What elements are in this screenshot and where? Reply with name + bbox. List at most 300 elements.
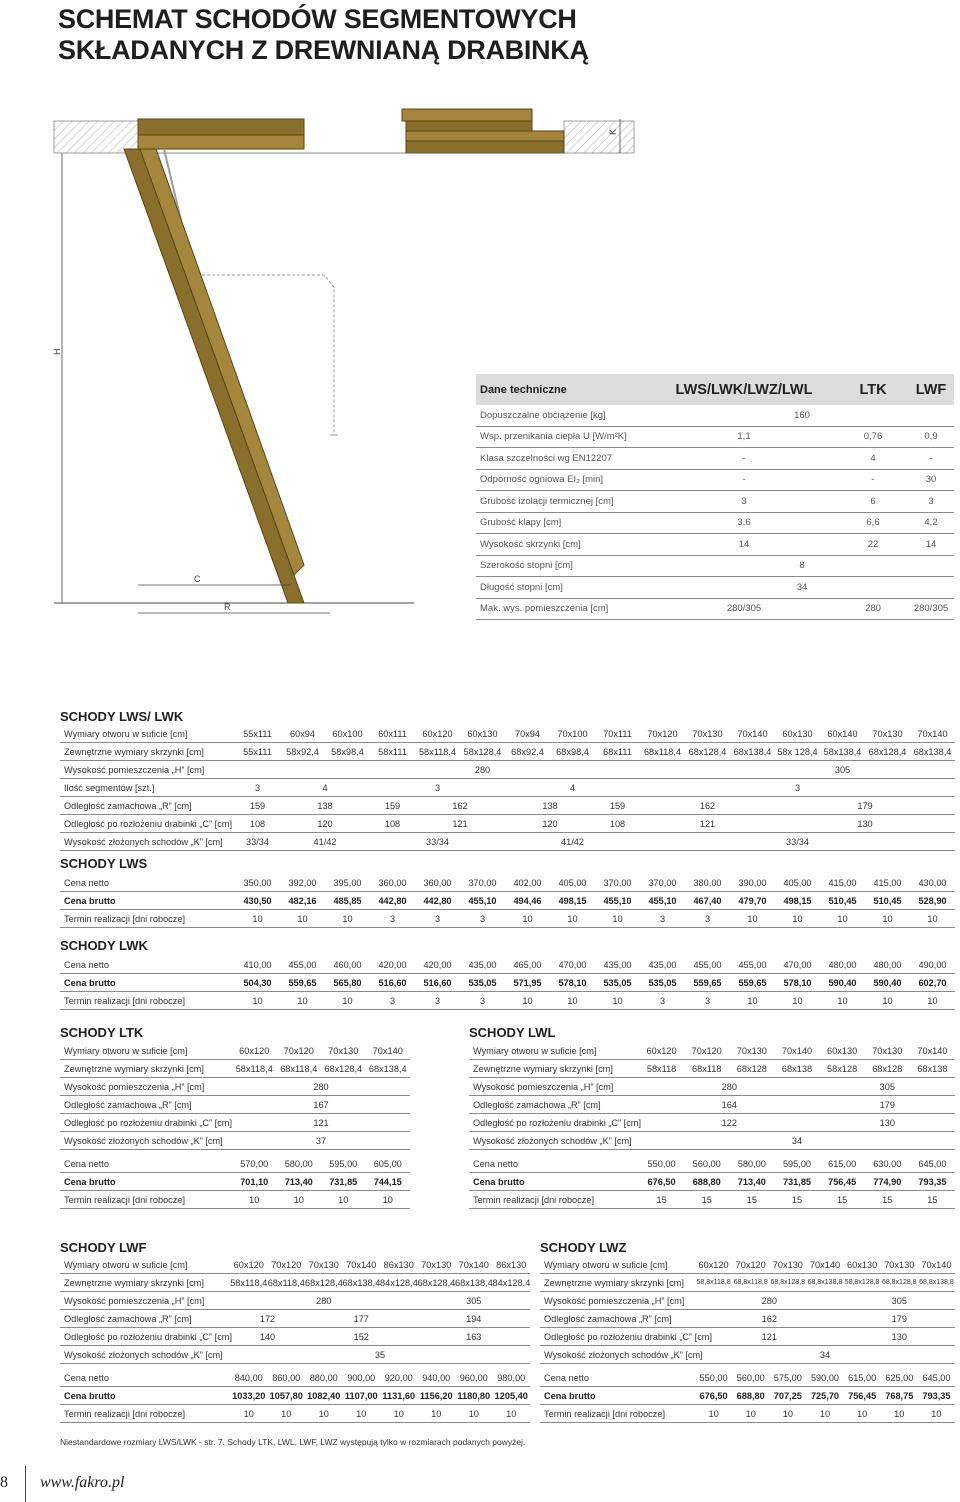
cell: 10	[820, 910, 865, 928]
row-label: Zewnętrzne wymiary skrzynki [cm]	[60, 743, 235, 761]
cell: 108	[370, 815, 415, 833]
table-row	[60, 1191, 410, 1209]
cell: 68x128,4	[418, 1274, 456, 1292]
cell: 1033,20	[230, 1387, 268, 1405]
row-label: Cena netto	[60, 1155, 232, 1173]
tech-row-value: 8	[799, 560, 805, 572]
cell: 138	[505, 797, 595, 815]
cell: 70x140	[910, 725, 955, 743]
table-row	[540, 1387, 955, 1405]
table-row	[60, 1328, 530, 1346]
cell: 162	[695, 1310, 844, 1328]
cell: 10	[305, 1405, 343, 1423]
row-label: Zewnętrzne wymiary skrzynki [cm]	[469, 1060, 639, 1078]
cell: 731,85	[774, 1173, 819, 1191]
tech-row-value-lwf: 280/305	[913, 603, 949, 615]
cell: 731,85	[321, 1173, 366, 1191]
cell: 10	[343, 1405, 381, 1423]
cell: 15	[684, 1191, 729, 1209]
table-row	[60, 1155, 410, 1173]
cell: 68,8x128,8	[881, 1274, 918, 1292]
folded-segments	[402, 109, 532, 121]
cell: 280	[232, 1078, 410, 1096]
label-c: C	[194, 574, 201, 584]
lws-lwk-title: SCHODY LWS/ LWK	[60, 709, 184, 724]
tech-row-value-ltk: 280	[865, 603, 881, 615]
table-row	[469, 1042, 955, 1060]
cell: 70x120	[684, 1042, 729, 1060]
row-label: Odległość po rozłożeniu drabinki „C” [cm]	[469, 1114, 639, 1132]
cell: 172	[230, 1310, 305, 1328]
cell: 516,60	[370, 974, 415, 992]
cell: 3	[685, 910, 730, 928]
cell: 68x138	[774, 1060, 819, 1078]
cell: 615,00	[844, 1369, 881, 1387]
tech-row	[476, 405, 954, 427]
tech-row-value-lws: 3,6	[737, 517, 751, 529]
cell: 15	[639, 1191, 684, 1209]
cell: 10	[505, 992, 550, 1010]
cell: 33/34	[235, 833, 280, 851]
cell: 179	[775, 797, 955, 815]
table-row	[60, 1292, 530, 1310]
tech-row	[476, 427, 954, 449]
cell: 60x94	[280, 725, 325, 743]
cell: 70x130	[305, 1256, 343, 1274]
cell: 68x138,4	[730, 743, 775, 761]
tech-row-value-lwf: 3	[928, 495, 934, 507]
cell: 86x130	[493, 1256, 531, 1274]
cell: 15	[820, 1191, 865, 1209]
cell: 415,00	[820, 874, 865, 892]
cell: 880,00	[305, 1369, 343, 1387]
cell: 410,00	[235, 956, 280, 974]
cell: 58x92,4	[280, 743, 325, 761]
cell: 370,00	[640, 874, 685, 892]
tech-row	[476, 534, 954, 556]
cell: 535,05	[460, 974, 505, 992]
cell: 159	[235, 797, 280, 815]
tech-header-label: Dane techniczne	[480, 383, 567, 396]
cell: 179	[820, 1096, 955, 1114]
table-row	[60, 1096, 410, 1114]
table-row	[60, 1042, 410, 1060]
tech-row-value-ltk: 22	[867, 538, 879, 550]
table-row	[60, 1060, 410, 1078]
cell: 10	[910, 910, 955, 928]
cell: 580,00	[277, 1155, 322, 1173]
cell: 68,8x118,8	[732, 1274, 769, 1292]
cell: 10	[775, 910, 820, 928]
cell: 10	[418, 1405, 456, 1423]
cell: 70x130	[321, 1042, 366, 1060]
cell: 60x120	[415, 725, 460, 743]
cell: 70x140	[918, 1256, 955, 1274]
cell: 68x118,4	[640, 743, 685, 761]
lws-table	[60, 874, 955, 928]
cell: 15	[865, 1191, 910, 1209]
cell: 455,10	[640, 892, 685, 910]
cell: 625,00	[881, 1369, 918, 1387]
cell: 70x94	[505, 725, 550, 743]
cell: 630,00	[865, 1155, 910, 1173]
cell: 3	[235, 779, 280, 797]
cell: 756,45	[844, 1387, 881, 1405]
row-label: Wysokość złożonych schodów „K” [cm]	[540, 1346, 695, 1364]
cell: 162	[640, 797, 775, 815]
cell: 68x138,4	[366, 1060, 411, 1078]
cell: 152	[305, 1328, 418, 1346]
cell: 3	[460, 992, 505, 1010]
cell: 121	[640, 815, 775, 833]
table-row	[60, 1310, 530, 1328]
cell: 605,00	[366, 1155, 411, 1173]
cell: 10	[235, 992, 280, 1010]
cell: 3	[640, 910, 685, 928]
lwk-table	[60, 956, 955, 1010]
cell: 130	[844, 1328, 955, 1346]
table-row	[60, 1405, 530, 1423]
cell: 1082,40	[305, 1387, 343, 1405]
cell: 58x111	[370, 743, 415, 761]
row-label: Wymiary otworu w suficie [cm]	[540, 1256, 695, 1274]
cell: 68x138	[910, 1060, 955, 1078]
tech-header-ltk: LTK	[859, 381, 887, 398]
cell: 725,70	[806, 1387, 843, 1405]
cell: 58x 128,4	[775, 743, 820, 761]
cell: 68x128,4	[305, 1274, 343, 1292]
cell: 455,00	[685, 956, 730, 974]
cell: 460,00	[325, 956, 370, 974]
cell: 645,00	[910, 1155, 955, 1173]
tech-row-label: Odporność ogniowa EI₂ [min]	[480, 474, 604, 486]
cell: 602,70	[910, 974, 955, 992]
cell: 480,00	[820, 956, 865, 974]
tech-row-label: Mak. wys. pomieszczenia [cm]	[480, 603, 609, 615]
cell: 435,00	[460, 956, 505, 974]
frame-box	[138, 119, 304, 135]
cell: 1205,40	[493, 1387, 531, 1405]
cell: 10	[455, 1405, 493, 1423]
table-row	[60, 1274, 530, 1292]
cell: 3	[370, 779, 505, 797]
table-row	[60, 815, 955, 833]
cell: 10	[844, 1405, 881, 1423]
cell: 120	[280, 815, 370, 833]
cell: 60x130	[844, 1256, 881, 1274]
cell: 559,65	[280, 974, 325, 992]
cell: 305	[418, 1292, 531, 1310]
cell: 360,00	[415, 874, 460, 892]
cell: 420,00	[370, 956, 415, 974]
cell: 15	[774, 1191, 819, 1209]
table-row	[60, 1346, 530, 1364]
cell: 68x118	[684, 1060, 729, 1078]
cell: 774,90	[865, 1173, 910, 1191]
cell: 430,50	[235, 892, 280, 910]
tech-row-value-lws: -	[742, 452, 746, 464]
cell: 590,40	[865, 974, 910, 992]
table-row	[60, 779, 955, 797]
table-row	[469, 1114, 955, 1132]
cell: 33/34	[640, 833, 955, 851]
tech-table	[476, 374, 954, 620]
cell: 10	[732, 1405, 769, 1423]
cell: 159	[595, 797, 640, 815]
cell: 177	[305, 1310, 418, 1328]
cell: 455,10	[460, 892, 505, 910]
cell: 10	[806, 1405, 843, 1423]
cell: 10	[730, 910, 775, 928]
cell: 10	[325, 910, 370, 928]
cell: 615,00	[820, 1155, 865, 1173]
table-row	[60, 1369, 530, 1387]
row-label: Termin realizacji [dni robocze]	[60, 1405, 230, 1423]
tech-row-value-ltk: 4	[870, 452, 876, 464]
cell: 676,50	[695, 1387, 732, 1405]
page-divider	[25, 1466, 26, 1502]
tech-row-value: 34	[796, 581, 808, 593]
tech-row	[476, 491, 954, 513]
cell: 10	[268, 1405, 306, 1423]
cell: 10	[277, 1191, 322, 1209]
cell: 60x120	[639, 1042, 684, 1060]
cell: 560,00	[684, 1155, 729, 1173]
table-row	[60, 1078, 410, 1096]
cell: 70x111	[595, 725, 640, 743]
cell: 58x118,4	[230, 1274, 268, 1292]
cell: 4	[280, 779, 370, 797]
cell: 70x100	[550, 725, 595, 743]
cell: 860,00	[268, 1369, 306, 1387]
cell: 482,16	[280, 892, 325, 910]
cell: 70x120	[732, 1256, 769, 1274]
cell: 701,10	[232, 1173, 277, 1191]
cell: 571,95	[505, 974, 550, 992]
cell: 3	[370, 910, 415, 928]
cell: 70x130	[685, 725, 730, 743]
cell: 159	[370, 797, 415, 815]
tech-row-value-ltk: 6,6	[866, 517, 880, 529]
cell: 442,80	[370, 892, 415, 910]
cell: 68x128	[865, 1060, 910, 1078]
tech-row-value-ltk: 6	[870, 495, 876, 507]
cell: 1131,60	[380, 1387, 418, 1405]
tech-row	[476, 513, 954, 535]
cell: 940,00	[418, 1369, 456, 1387]
table-row	[540, 1346, 955, 1364]
table-row	[60, 992, 955, 1010]
table-row	[60, 874, 955, 892]
cell: 68x138,4	[343, 1274, 381, 1292]
row-label: Odległość po rozłożeniu drabinki „C” [cm]	[60, 815, 235, 833]
cell: 1107,00	[343, 1387, 381, 1405]
cell: 10	[493, 1405, 531, 1423]
cell: 415,00	[865, 874, 910, 892]
row-label: Odległość po rozłożeniu drabinki „C” [cm]	[60, 1114, 232, 1132]
cell: 10	[730, 992, 775, 1010]
cell: 70x140	[806, 1256, 843, 1274]
cell: 68x118,4	[277, 1060, 322, 1078]
row-label: Wysokość pomieszczenia „H” [cm]	[60, 1292, 230, 1310]
cell: 84x128,4	[380, 1274, 418, 1292]
row-label: Odległość po rozłożeniu drabinki „C” [cm]	[540, 1328, 695, 1346]
row-label: Wymiary otworu w suficie [cm]	[469, 1042, 639, 1060]
cell: 68x118,4	[268, 1274, 306, 1292]
cell: 68,8x128,8	[769, 1274, 806, 1292]
cell: 70x140	[730, 725, 775, 743]
cell: 60x140	[820, 725, 865, 743]
cell: 41/42	[505, 833, 640, 851]
cell: 15	[910, 1191, 955, 1209]
cell: 580,00	[729, 1155, 774, 1173]
cell: 121	[232, 1114, 410, 1132]
cell: 510,45	[820, 892, 865, 910]
cell: 10	[595, 992, 640, 1010]
table-row	[540, 1405, 955, 1423]
cell: 10	[595, 910, 640, 928]
ltk-title: SCHODY LTK	[60, 1025, 144, 1040]
cell: 60x111	[370, 725, 415, 743]
row-label: Zewnętrzne wymiary skrzynki [cm]	[60, 1060, 232, 1078]
row-label: Wysokość złożonych schodów „K” [cm]	[60, 833, 235, 851]
cell: 370,00	[460, 874, 505, 892]
table-row	[540, 1310, 955, 1328]
cell: 578,10	[775, 974, 820, 992]
cell: 645,00	[918, 1369, 955, 1387]
lwz-title: SCHODY LWZ	[540, 1240, 627, 1255]
tech-row-value-lwf: 14	[925, 538, 937, 550]
row-label: Termin realizacji [dni robocze]	[469, 1191, 639, 1209]
cell: 68x138,4	[910, 743, 955, 761]
cell: 595,00	[321, 1155, 366, 1173]
cell: 395,00	[325, 874, 370, 892]
cell: 58x98,4	[325, 743, 370, 761]
cell: 70x140	[343, 1256, 381, 1274]
cell: 535,05	[595, 974, 640, 992]
cell: 121	[415, 815, 505, 833]
cell: 455,00	[730, 956, 775, 974]
table-row	[60, 743, 955, 761]
cell: 122	[639, 1114, 820, 1132]
row-label: Cena netto	[60, 874, 235, 892]
tech-row-value-lwf: 30	[925, 474, 937, 486]
cell: 70x120	[277, 1042, 322, 1060]
table-row	[540, 1274, 955, 1292]
cell: 60x100	[325, 725, 370, 743]
tech-row-label: Wysokość skrzynki [cm]	[480, 538, 581, 550]
cell: 405,00	[550, 874, 595, 892]
cell: 70x120	[268, 1256, 306, 1274]
cell: 60x130	[820, 1042, 865, 1060]
cell: 10	[910, 992, 955, 1010]
cell: 68x92,4	[505, 743, 550, 761]
cell: 68,8x138,8	[918, 1274, 955, 1292]
row-label: Cena netto	[60, 956, 235, 974]
cell: 713,40	[729, 1173, 774, 1191]
cell: 578,10	[550, 974, 595, 992]
cell: 713,40	[277, 1173, 322, 1191]
cell: 138	[280, 797, 370, 815]
cell: 130	[820, 1114, 955, 1132]
cell: 10	[865, 992, 910, 1010]
cell: 528,90	[910, 892, 955, 910]
table-row	[60, 1114, 410, 1132]
row-label: Wysokość pomieszczenia „H” [cm]	[540, 1292, 695, 1310]
cell: 390,00	[730, 874, 775, 892]
cell: 58,8x128,8	[844, 1274, 881, 1292]
tech-rows	[476, 405, 954, 620]
cell: 10	[775, 992, 820, 1010]
cell: 470,00	[775, 956, 820, 974]
lwf-title: SCHODY LWF	[60, 1240, 147, 1255]
ladder	[124, 149, 304, 603]
title-line-2: SKŁADANYCH Z DREWNIANĄ DRABINKĄ	[58, 35, 589, 65]
cell: 108	[595, 815, 640, 833]
cell: 405,00	[775, 874, 820, 892]
tech-header-lwf: LWF	[915, 381, 947, 398]
tech-row	[476, 556, 954, 578]
cell: 37	[232, 1132, 410, 1150]
cell: 900,00	[343, 1369, 381, 1387]
row-label: Wysokość złożonych schodów „K” [cm]	[60, 1132, 232, 1150]
cell: 33/34	[370, 833, 505, 851]
cell: 10	[695, 1405, 732, 1423]
table-row	[60, 797, 955, 815]
cell: 350,00	[235, 874, 280, 892]
table-row	[469, 1096, 955, 1114]
cell: 575,00	[769, 1369, 806, 1387]
table-row	[540, 1369, 955, 1387]
cell: 707,25	[769, 1387, 806, 1405]
cell: 34	[639, 1132, 955, 1150]
cell: 485,85	[325, 892, 370, 910]
cell: 744,15	[366, 1173, 411, 1191]
table-row	[60, 725, 955, 743]
tech-row-label: Długość stopni [cm]	[480, 581, 563, 593]
cell: 10	[321, 1191, 366, 1209]
cell: 550,00	[639, 1155, 684, 1173]
cell: 70x120	[640, 725, 685, 743]
cell: 280	[695, 1292, 844, 1310]
cell: 58x138,4	[820, 743, 865, 761]
tech-row-value-lwf: 0,9	[924, 431, 938, 443]
cell: 10	[881, 1405, 918, 1423]
cell: 504,30	[235, 974, 280, 992]
cell: 535,05	[640, 974, 685, 992]
cell: 10	[865, 910, 910, 928]
cell: 470,00	[550, 956, 595, 974]
cell: 435,00	[595, 956, 640, 974]
cell: 108	[235, 815, 280, 833]
cell: 58x118	[639, 1060, 684, 1078]
cell: 70x130	[769, 1256, 806, 1274]
table-row	[60, 956, 955, 974]
tech-row-value-lws: -	[742, 474, 746, 486]
table-row	[469, 1060, 955, 1078]
tech-row-value-lws: 280/305	[726, 603, 762, 615]
cell: 84x128,4	[493, 1274, 531, 1292]
row-label: Zewnętrzne wymiary skrzynki [cm]	[540, 1274, 695, 1292]
cell: 58x128,4	[460, 743, 505, 761]
table-row	[469, 1155, 955, 1173]
cell: 305	[730, 761, 955, 779]
website-link[interactable]: www.fakro.pl	[40, 1474, 125, 1491]
row-label: Odległość zamachowa „R” [cm]	[60, 1096, 232, 1114]
cell: 510,45	[865, 892, 910, 910]
cell: 430,00	[910, 874, 955, 892]
cell: 70x130	[865, 725, 910, 743]
